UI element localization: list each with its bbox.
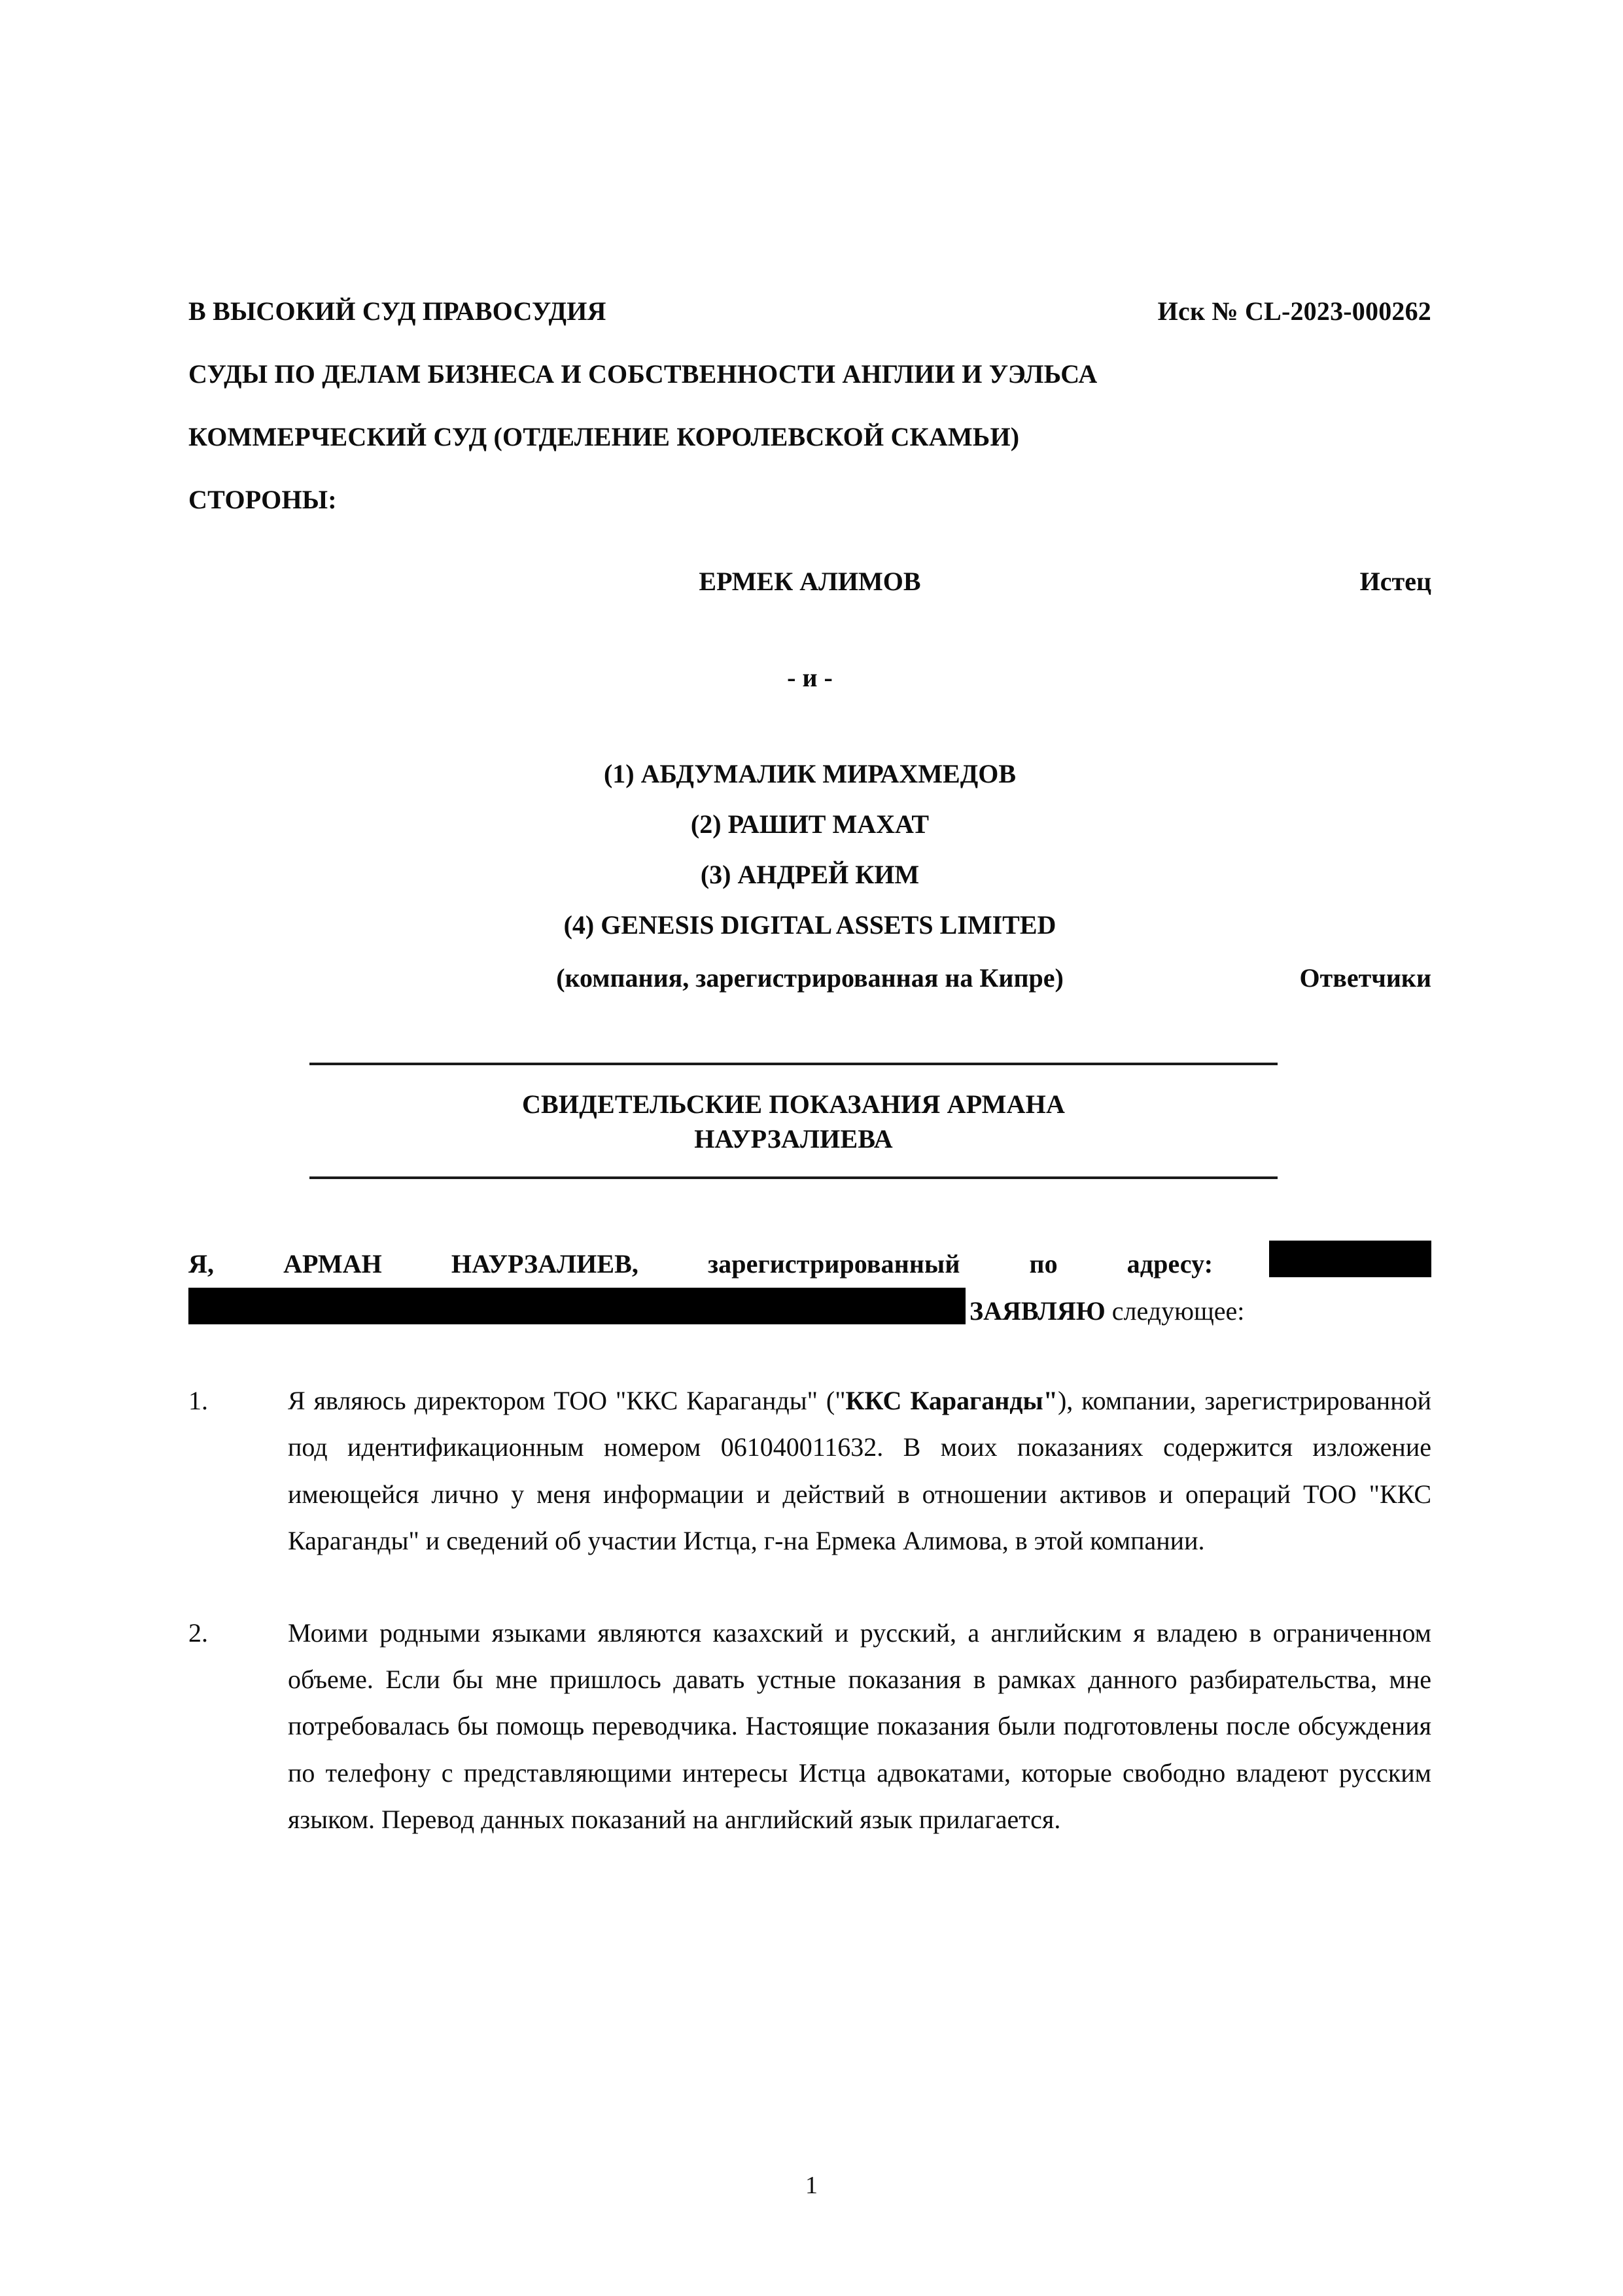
defendant-subtitle: (компания, зарегистрированная на Кипре) (556, 963, 1064, 993)
court-division-line: СУДЫ ПО ДЕЛАМ БИЗНЕСА И СОБСТВЕННОСТИ АНГЛИИ И УЭЛЬСА (188, 359, 1098, 389)
paragraph-1-segment-1: Я являюсь директором ТОО "ККС Караганды" (" (288, 1386, 846, 1416)
court-header-row (188, 296, 1431, 327)
defendant-3: (3) АНДРЕЙ КИМ (700, 860, 920, 889)
claimant-row (188, 566, 1431, 597)
paragraph-2-number: 2. (188, 1617, 208, 1648)
redaction-block-address-1 (1269, 1241, 1431, 1277)
defendant-subtitle-row (188, 963, 1431, 993)
court-court-line: КОММЕРЧЕСКИЙ СУД (ОТДЕЛЕНИЕ КОРОЛЕВСКОЙ СКАМЬИ) (188, 422, 1020, 451)
declaration-statement-suffix: следующее: (1111, 1296, 1245, 1326)
defendants-block (188, 761, 1431, 993)
declaration-intro-text: Я, АРМАН НАУРЗАЛИЕВ, зарегистрированный по адресу: (188, 1248, 1213, 1279)
court-name: В ВЫСОКИЙ СУД ПРАВОСУДИЯ (188, 296, 606, 326)
paragraph-2-segment-1: Моими родными языками являются казахский и русский, а английским я владею в ограниченном объеме. Если бы мне пришлось давать устные показания в рамках данного разбирательства, мне потребовалась бы помощь переводчика. Настоящие показания были подготовлены после обсуждения по телефону с представляющими интересы Истца адвокатами, которые свободно владеют русским языком. Перевод данных показаний на английский язык прилагается. (288, 1617, 1431, 1834)
declaration-statement-verb: ЗАЯВЛЯЮ (969, 1296, 1106, 1326)
court-header (188, 296, 1431, 515)
defendant-2: (2) РАШИТ МАХАТ (690, 809, 930, 839)
claimant-name: ЕРМЕК АЛИМОВ (699, 567, 921, 596)
defendant-1: (1) АБДУМАЛИК МИРАХМЕДОВ (603, 759, 1017, 788)
claimant-role: Истец (1359, 567, 1431, 596)
paragraph-1-body (288, 1377, 1431, 1564)
document-title-line-2: НАУРЗАЛИЕВА (694, 1123, 893, 1154)
parties-label: СТОРОНЫ: (188, 485, 337, 514)
title-rule-bottom (309, 1176, 1278, 1179)
paragraph-1 (188, 1377, 1431, 1564)
declaration-line-2 (188, 1288, 1431, 1332)
document-content (188, 0, 1431, 1843)
page-number: 1 (805, 2172, 818, 2199)
redaction-block-address-2 (188, 1288, 966, 1324)
paragraph-1-segment-3: ), компании, зарегистрированной под идентификационным номером 061040011632. В моих показаниях содержится изложение имеющейся лично у меня информации и действий в отношении активов и операций ТОО "ККС Караганды" и сведений об участии Истца, г-на Ермека Алимова, в этой компании. (288, 1386, 1432, 1555)
paragraph-1-segment-2-bold: ККС Караганды" (845, 1386, 1058, 1416)
party-separator: - и - (787, 663, 833, 692)
paragraph-2-body (288, 1610, 1431, 1843)
defendant-4: (4) GENESIS DIGITAL ASSETS LIMITED (563, 910, 1056, 940)
document-title-line-1: СВИДЕТЕЛЬСКИЕ ПОКАЗАНИЯ АРМАНА (521, 1089, 1066, 1119)
document-title (309, 1065, 1278, 1176)
claim-number: Иск № CL-2023-000262 (1157, 296, 1431, 326)
defendants-role: Ответчики (1299, 963, 1431, 993)
document-title-block (309, 1063, 1278, 1179)
paragraph-1-number: 1. (188, 1386, 208, 1416)
declaration-line-1 (188, 1241, 1431, 1284)
paragraph-2 (188, 1610, 1431, 1843)
